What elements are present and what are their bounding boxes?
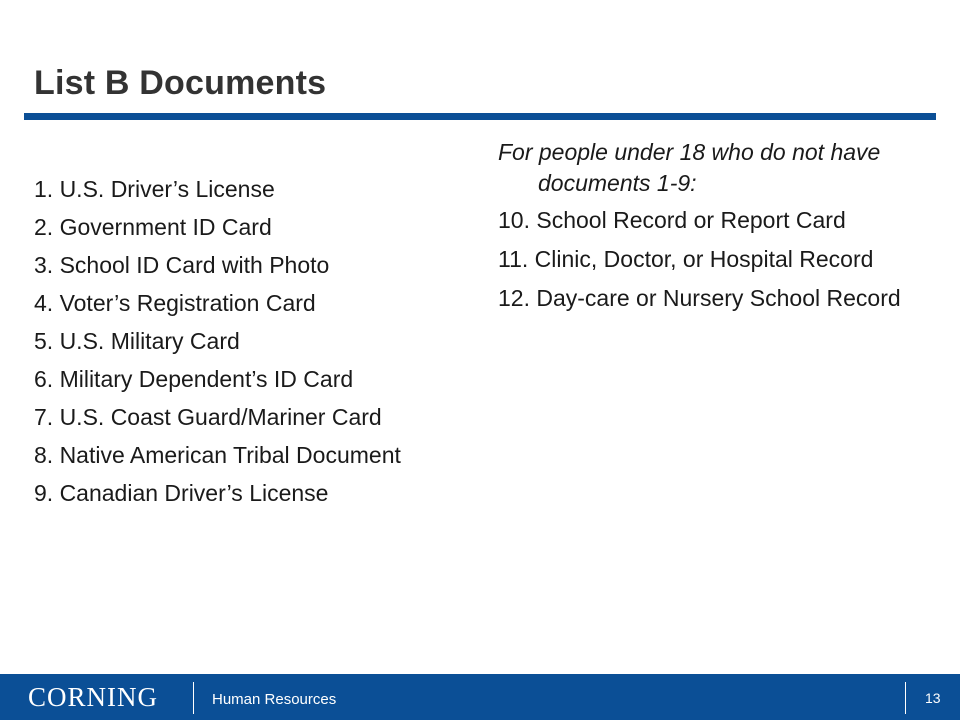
list-item: 4. Voter’s Registration Card (34, 290, 316, 316)
list-item: 7. U.S. Coast Guard/Mariner Card (34, 404, 382, 430)
list-item: 1. U.S. Driver’s License (34, 176, 275, 202)
footer-divider (905, 682, 906, 714)
department-label: Human Resources (212, 691, 337, 708)
under-18-section (498, 137, 928, 322)
page-title: List B Documents (34, 64, 327, 102)
list-item: 9. Canadian Driver’s License (34, 480, 329, 506)
footer-divider (193, 682, 194, 714)
list-item: 8. Native American Tribal Document (34, 442, 401, 468)
page-number: 13 (925, 690, 941, 706)
corning-logo: CORNING (28, 682, 159, 712)
footer-bar (0, 674, 960, 720)
list-item: 11. Clinic, Doctor, or Hospital Record (498, 246, 874, 272)
list-item: 5. U.S. Military Card (34, 328, 240, 354)
list-item: 12. Day-care or Nursery School Record (498, 285, 901, 311)
under-18-intro: For people under 18 who do not have documents 1-9: (498, 139, 881, 196)
list-b-documents (34, 174, 474, 516)
title-divider (24, 113, 936, 120)
list-item: 2. Government ID Card (34, 214, 272, 240)
under-18-list (498, 205, 928, 314)
list-item: 6. Military Dependent’s ID Card (34, 366, 354, 392)
list-item: 3. School ID Card with Photo (34, 252, 330, 278)
list-item: 10. School Record or Report Card (498, 207, 846, 233)
